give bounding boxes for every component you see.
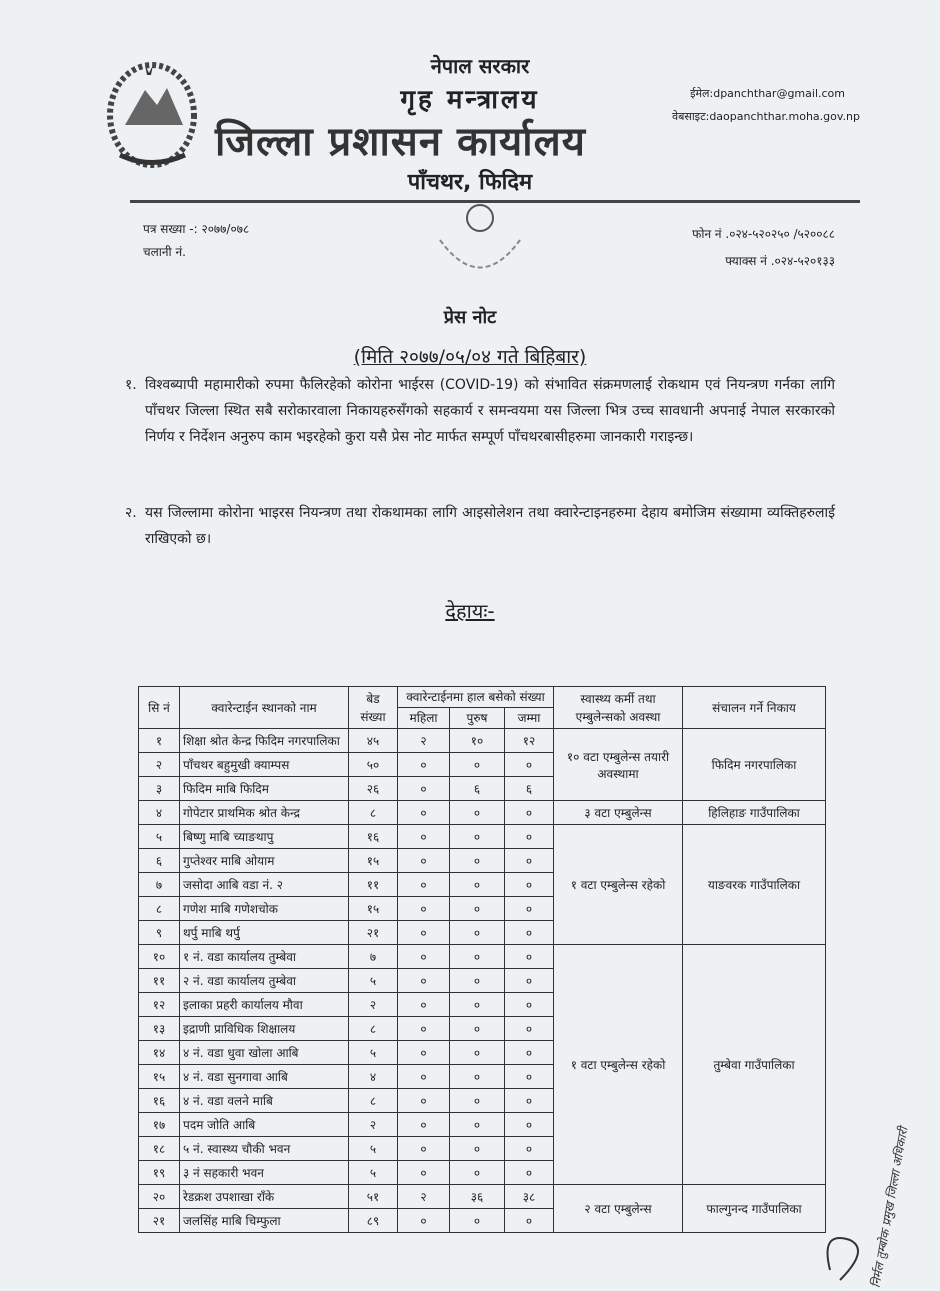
cell-beds: ५०: [349, 753, 398, 777]
cell-beds: ११: [349, 873, 398, 897]
cell-beds: ५: [349, 969, 398, 993]
cell-name: जसोदा आबि वडा नं. २: [180, 873, 349, 897]
cell-beds: १५: [349, 897, 398, 921]
table-row: [139, 825, 826, 849]
cell-sn: २: [139, 753, 180, 777]
cell-total: ०: [505, 1161, 554, 1185]
cell-beds: २: [349, 1113, 398, 1137]
cell-name: थर्पु माबि थर्पु: [180, 921, 349, 945]
header-body: संचालन गर्ने निकाय: [683, 687, 826, 729]
cell-beds: २१: [349, 921, 398, 945]
cell-female: ०: [398, 1041, 450, 1065]
cell-male: ०: [450, 897, 505, 921]
cell-ambulance: २ वटा एम्बुलेन्स: [554, 1185, 683, 1233]
cell-male: ०: [450, 1065, 505, 1089]
cell-beds: ८: [349, 1089, 398, 1113]
cell-ambulance: १ वटा एम्बुलेन्स रहेको: [554, 825, 683, 945]
cell-male: ०: [450, 1209, 505, 1233]
cell-total: ०: [505, 825, 554, 849]
cell-name: १ नं. वडा कार्यालय तुम्बेवा: [180, 945, 349, 969]
cell-female: ०: [398, 849, 450, 873]
cell-sn: २०: [139, 1185, 180, 1209]
cell-female: ०: [398, 873, 450, 897]
cell-name: गणेश माबि गणेशचोक: [180, 897, 349, 921]
cell-female: ०: [398, 1161, 450, 1185]
cell-total: ०: [505, 921, 554, 945]
quarantine-table: [138, 686, 826, 1233]
cell-female: ०: [398, 945, 450, 969]
signature-text: निर्मल तुम्बोक प्रमुख जिल्ला अधिकारी: [868, 1126, 911, 1289]
cell-male: ३६: [450, 1185, 505, 1209]
cell-female: ०: [398, 969, 450, 993]
cell-total: ०: [505, 849, 554, 873]
cell-male: ०: [450, 993, 505, 1017]
cell-beds: ५१: [349, 1185, 398, 1209]
cell-sn: ६: [139, 849, 180, 873]
cell-total: ०: [505, 753, 554, 777]
cell-name: ५ नं. स्वास्थ्य चौकी भवन: [180, 1137, 349, 1161]
cell-total: ०: [505, 1089, 554, 1113]
cell-name: ४ नं. वडा सुनगावा आबि: [180, 1065, 349, 1089]
cell-total: ३८: [505, 1185, 554, 1209]
cell-female: ०: [398, 897, 450, 921]
paragraph-number: २.: [125, 505, 137, 521]
paragraph-2: [125, 500, 835, 552]
cell-male: ०: [450, 1161, 505, 1185]
cell-name: रेडक्रश उपशाखा राँके: [180, 1185, 349, 1209]
cell-total: ०: [505, 897, 554, 921]
table-row: [139, 801, 826, 825]
cell-sn: २१: [139, 1209, 180, 1233]
cell-female: ०: [398, 777, 450, 801]
cell-sn: ११: [139, 969, 180, 993]
cell-ambulance: १ वटा एम्बुलेन्स रहेको: [554, 945, 683, 1185]
cell-beds: ५: [349, 1041, 398, 1065]
cell-male: ०: [450, 1017, 505, 1041]
website: वेबसाइट:daopanchthar.moha.gov.np: [671, 110, 860, 123]
cell-beds: ७: [349, 945, 398, 969]
cell-name: गोपेटार प्राथमिक श्रोत केन्द्र: [180, 801, 349, 825]
header-name: क्वारेन्टाईन स्थानको नाम: [180, 687, 349, 729]
cell-female: ०: [398, 921, 450, 945]
cell-name: ४ नं. वडा धुवा खोला आबि: [180, 1041, 349, 1065]
cell-ambulance: १० वटा एम्बुलेन्स तयारी अवस्थामा: [554, 729, 683, 801]
cell-male: ०: [450, 801, 505, 825]
cell-sn: ५: [139, 825, 180, 849]
cell-sn: १६: [139, 1089, 180, 1113]
cell-male: ०: [450, 1137, 505, 1161]
cell-total: ०: [505, 1017, 554, 1041]
cell-name: बिष्णु माबि च्याङथापु: [180, 825, 349, 849]
date-text: (मिति २०७७/०५/०४ गते बिहिबार): [353, 346, 587, 368]
dispatch-number: चलानी नं.: [143, 245, 186, 259]
cell-female: ०: [398, 1017, 450, 1041]
cell-sn: ४: [139, 801, 180, 825]
header-current: क्वारेन्टाईनमा हाल बसेको संख्या: [398, 687, 554, 708]
cell-male: ०: [450, 849, 505, 873]
cell-name: जलसिंह माबि चिम्फुला: [180, 1209, 349, 1233]
cell-name: इद्राणी प्राविधिक शिक्षालय: [180, 1017, 349, 1041]
cell-male: ०: [450, 945, 505, 969]
table-row: [139, 1185, 826, 1209]
cell-total: ०: [505, 969, 554, 993]
cell-total: ६: [505, 777, 554, 801]
paragraph-1: [125, 372, 835, 450]
cell-total: १२: [505, 729, 554, 753]
cell-sn: १३: [139, 1017, 180, 1041]
cell-beds: ५: [349, 1137, 398, 1161]
cell-male: ०: [450, 825, 505, 849]
cell-body: हिलिहाङ गाउँपालिका: [683, 801, 826, 825]
header-female: महिला: [398, 708, 450, 729]
email: ईमेल:dpanchthar@gmail.com: [690, 87, 845, 100]
cell-female: ०: [398, 1137, 450, 1161]
phone-number: फोन नं .०२४-५२०२५० /५२००८८: [692, 227, 835, 241]
cell-female: ०: [398, 801, 450, 825]
cell-total: ०: [505, 1113, 554, 1137]
header-sn: सि नं: [139, 687, 180, 729]
government-name: नेपाल सरकार: [430, 54, 530, 78]
cell-sn: १४: [139, 1041, 180, 1065]
header-total: जम्मा: [505, 708, 554, 729]
paragraph-text: यस जिल्लामा कोरोना भाइरस नियन्त्रण तथा रोकथामका लागि आइसोलेशन तथा क्वारेन्टाइनहरुमा देहाय बमोजिम संख्यामा व्यक्तिहरुलाई राखिएको छ।: [145, 505, 835, 547]
header-ambulance: स्वास्थ्य कर्मी तथा एम्बुलेन्सको अवस्था: [554, 687, 683, 729]
cell-male: १०: [450, 729, 505, 753]
table-row: [139, 945, 826, 969]
cell-female: ०: [398, 1065, 450, 1089]
cell-female: ०: [398, 1209, 450, 1233]
table-row: [139, 729, 826, 753]
cell-total: ०: [505, 1065, 554, 1089]
cell-female: २: [398, 1185, 450, 1209]
cell-male: ०: [450, 1041, 505, 1065]
cell-sn: १७: [139, 1113, 180, 1137]
office-name: जिल्ला प्रशासन कार्यालय: [215, 119, 586, 165]
cell-total: ०: [505, 993, 554, 1017]
press-note-title: प्रेस नोट: [443, 307, 497, 328]
cell-name: फिदिम माबि फिदिम: [180, 777, 349, 801]
cell-female: ०: [398, 993, 450, 1017]
paragraph-number: १.: [125, 377, 137, 393]
cell-name: ३ नं सहकारी भवन: [180, 1161, 349, 1185]
cell-male: ०: [450, 969, 505, 993]
cell-male: ०: [450, 1113, 505, 1137]
cell-beds: ८९: [349, 1209, 398, 1233]
cell-total: ०: [505, 945, 554, 969]
cell-beds: १५: [349, 849, 398, 873]
cell-female: ०: [398, 753, 450, 777]
header-beds: बेड संख्या: [349, 687, 398, 729]
cell-name: ४ नं. वडा वलने माबि: [180, 1089, 349, 1113]
cell-male: ०: [450, 921, 505, 945]
cell-name: शिक्षा श्रोत केन्द्र फिदिम नगरपालिका: [180, 729, 349, 753]
cell-total: ०: [505, 873, 554, 897]
cell-female: २: [398, 729, 450, 753]
cell-sn: १२: [139, 993, 180, 1017]
cell-sn: १: [139, 729, 180, 753]
cell-male: ०: [450, 753, 505, 777]
cell-name: गुप्तेश्वर माबि ओयाम: [180, 849, 349, 873]
cell-total: ०: [505, 801, 554, 825]
cell-total: ०: [505, 1137, 554, 1161]
cell-beds: ८: [349, 801, 398, 825]
cell-sn: १०: [139, 945, 180, 969]
cell-beds: २: [349, 993, 398, 1017]
details-label: देहायः-: [445, 599, 495, 623]
cell-sn: ३: [139, 777, 180, 801]
cell-beds: २६: [349, 777, 398, 801]
cell-name: इलाका प्रहरी कार्यालय मौवा: [180, 993, 349, 1017]
cell-total: ०: [505, 1041, 554, 1065]
paragraph-text: विश्वब्यापी महामारीको रुपमा फैलिरहेको कोरोना भाईरस (COVID-19) को संभावित संक्रमणलाई रोकथाम एवं नियन्त्रण गर्नका लागि पाँचथर जिल्ला स्थित सबै सरोकारवाला निकायहरुसँगको सहकार्य र समन्वयमा यस जिल्ला भित्र उच्च सावधानी अपनाई नेपाल सरकारको निर्णय र निर्देशन अनुरुप काम भइरहेको कुरा यसै प्रेस नोट मार्फत सम्पूर्ण पाँचथरबासीहरुमा जानकारी गराइन्छ।: [145, 377, 835, 445]
cell-total: ०: [505, 1209, 554, 1233]
cell-beds: ५: [349, 1161, 398, 1185]
cell-female: ०: [398, 1113, 450, 1137]
cell-male: ०: [450, 1089, 505, 1113]
cell-beds: १६: [349, 825, 398, 849]
letter-number: पत्र सख्या -: २०७७/०७८: [143, 222, 250, 236]
cell-sn: १९: [139, 1161, 180, 1185]
cell-body: याङवरक गाउँपालिका: [683, 825, 826, 945]
office-stamp: [420, 200, 530, 295]
cell-sn: ९: [139, 921, 180, 945]
header-male: पुरुष: [450, 708, 505, 729]
cell-sn: ७: [139, 873, 180, 897]
cell-sn: ८: [139, 897, 180, 921]
cell-sn: १५: [139, 1065, 180, 1089]
cell-name: पाँचथर बहुमुखी क्याम्पस: [180, 753, 349, 777]
ministry-name: गृह मन्त्रालय: [400, 85, 540, 115]
fax-number: फ्याक्स नं .०२४-५२०१३३: [725, 254, 835, 268]
cell-female: ०: [398, 1089, 450, 1113]
cell-male: ६: [450, 777, 505, 801]
office-location: पाँचथर, फिदिम: [407, 170, 533, 195]
cell-sn: १८: [139, 1137, 180, 1161]
cell-body: फिदिम नगरपालिका: [683, 729, 826, 801]
cell-name: पदम जोति आबि: [180, 1113, 349, 1137]
cell-body: फाल्गुनन्द गाउँपालिका: [683, 1185, 826, 1233]
cell-male: ०: [450, 873, 505, 897]
cell-name: २ नं. वडा कार्यालय तुम्बेवा: [180, 969, 349, 993]
cell-body: तुम्बेवा गाउँपालिका: [683, 945, 826, 1185]
cell-beds: ८: [349, 1017, 398, 1041]
cell-ambulance: ३ वटा एम्बुलेन्स: [554, 801, 683, 825]
cell-female: ०: [398, 825, 450, 849]
press-note-date: [0, 343, 940, 369]
cell-beds: ४५: [349, 729, 398, 753]
cell-beds: ४: [349, 1065, 398, 1089]
